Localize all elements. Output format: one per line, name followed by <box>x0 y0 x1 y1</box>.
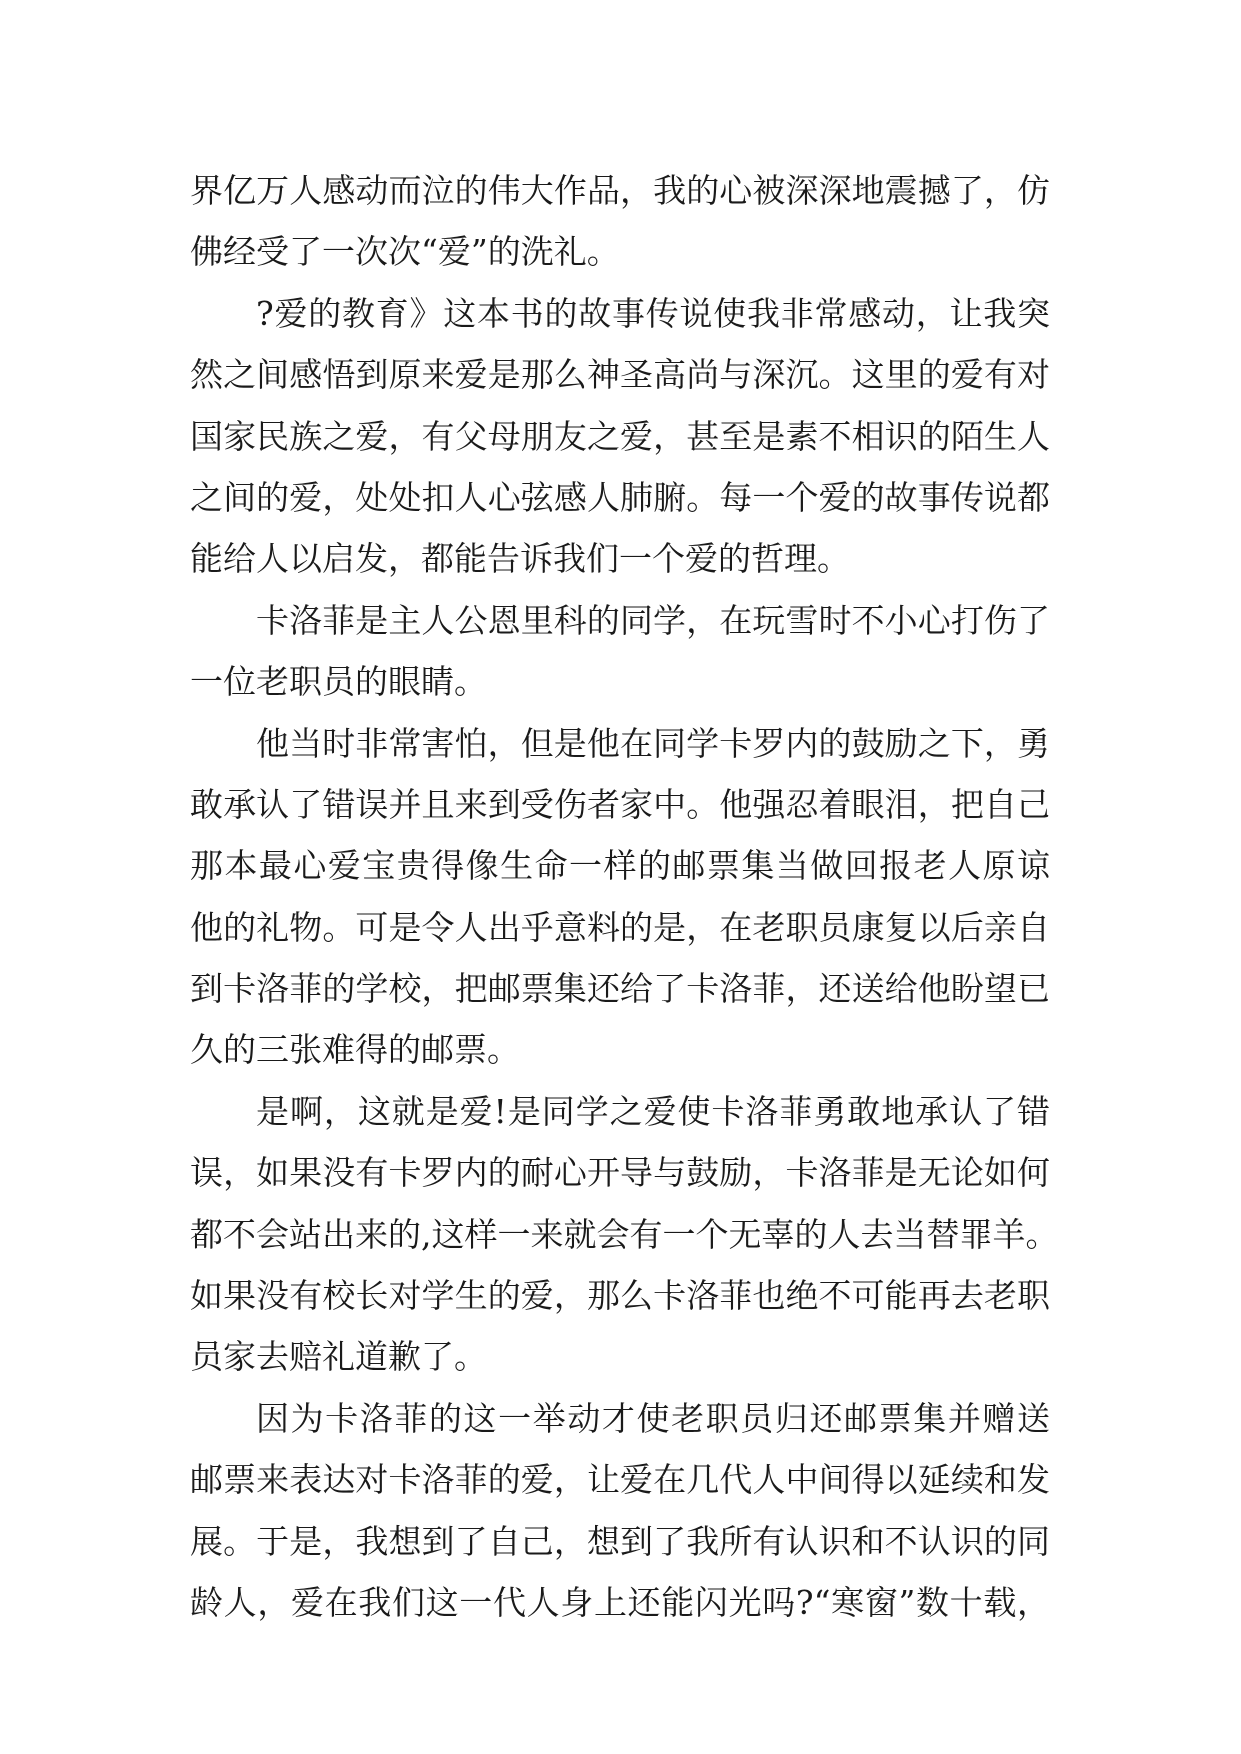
text-line: 如果没有校长对学生的爱，那么卡洛菲也绝不可能再去老职 <box>190 1276 1050 1316</box>
text-line: 国家民族之爱，有父母朋友之爱，甚至是素不相识的陌生人 <box>190 416 1050 456</box>
text-line: ?爱的教育》这本书的故事传说使我非常感动，让我突 <box>256 293 1050 333</box>
text-line: 展。于是，我想到了自己，想到了我所有认识和不认识的同 <box>190 1521 1050 1561</box>
text-line: 他的礼物。可是令人出乎意料的是，在老职员康复以后亲自 <box>190 907 1050 947</box>
text-line: 敢承认了错误并且来到受伤者家中。他强忍着眼泪，把自己 <box>190 784 1050 824</box>
text-line: 邮票来表达对卡洛菲的爱，让爱在几代人中间得以延续和发 <box>190 1460 1050 1500</box>
text-line: 那本最心爱宝贵得像生命一样的邮票集当做回报老人原谅 <box>190 846 1050 886</box>
text-line: 是啊，这就是爱!是同学之爱使卡洛菲勇敢地承认了错 <box>256 1091 1050 1131</box>
text-line: 然之间感悟到原来爱是那么神圣高尚与深沉。这里的爱有对 <box>190 355 1050 395</box>
text-line: 一位老职员的眼睛。 <box>190 662 487 702</box>
text-line: 误，如果没有卡罗内的耐心开导与鼓励，卡洛菲是无论如何 <box>190 1153 1050 1193</box>
body-text <box>190 160 1059 1633</box>
text-line: 之间的爱，处处扣人心弦感人肺腑。每一个爱的故事传说都 <box>190 477 1050 517</box>
text-line: 卡洛菲是主人公恩里科的同学，在玩雪时不小心打伤了 <box>256 600 1050 640</box>
text-line: 到卡洛菲的学校，把邮票集还给了卡洛菲，还送给他盼望已 <box>190 969 1050 1009</box>
text-line: 龄人，爱在我们这一代人身上还能闪光吗?“寒窗”数十载， <box>190 1582 1050 1622</box>
text-line: 佛经受了一次次“爱”的洗礼。 <box>190 232 620 272</box>
text-line: 界亿万人感动而泣的伟大作品，我的心被深深地震撼了，仿 <box>190 171 1050 210</box>
text-line: 能给人以启发，都能告诉我们一个爱的哲理。 <box>190 539 850 579</box>
text-line: 因为卡洛菲的这一举动才使老职员归还邮票集并赠送 <box>256 1398 1050 1438</box>
text-line: 都不会站出来的,这样一来就会有一个无辜的人去当替罪羊。 <box>190 1214 1059 1254</box>
text-line: 他当时非常害怕，但是他在同学卡罗内的鼓励之下，勇 <box>256 723 1050 763</box>
text-line: 久的三张难得的邮票。 <box>190 1030 520 1070</box>
text-line: 员家去赔礼道歉了。 <box>190 1337 487 1377</box>
